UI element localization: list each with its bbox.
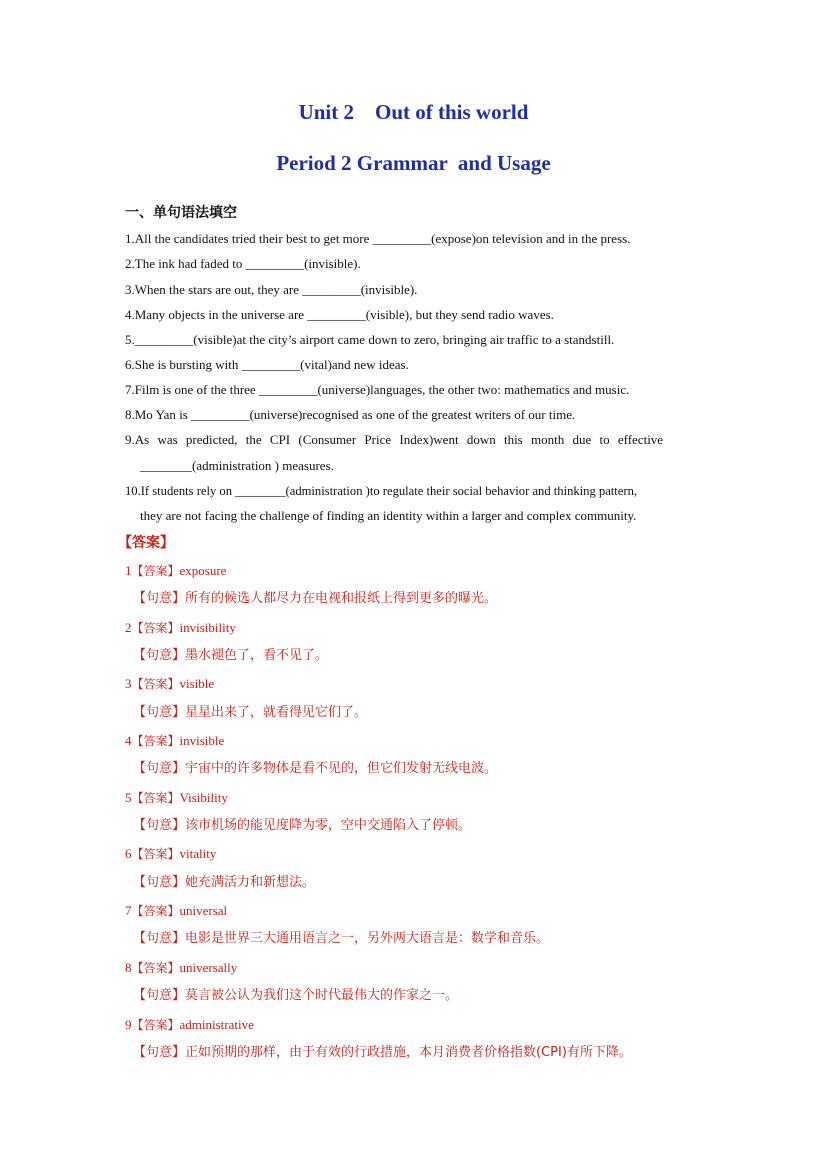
meaning-6 (133, 875, 315, 891)
answer-tag: 【答案】 (131, 564, 180, 578)
meaning-tag: 【句意】 (133, 591, 186, 606)
answer-tag: 【答案】 (131, 961, 180, 975)
meaning-8 (133, 988, 458, 1004)
meaning-tag: 【句意】 (133, 1045, 186, 1060)
meaning-text: 星星出来了，就看得见它们了。 (185, 705, 368, 720)
answer-number: 9 (125, 1017, 132, 1032)
question-9-cont: ________(administration ) measures. (140, 458, 334, 473)
answer-tag: 【答案】 (131, 621, 180, 635)
question-9: 9.As was predicted, the CPI (Consumer Price Index)went down this month due to effective (125, 432, 664, 447)
meaning-2 (133, 648, 328, 664)
question-10: 10.If students rely on ________(administration )to regulate their social behavior and thinking pattern, (125, 484, 638, 498)
meaning-text: 莫言被公认为我们这个时代最伟大的作家之一。 (185, 988, 459, 1003)
meaning-tag: 【句意】 (133, 875, 186, 890)
answer-number: 1 (125, 563, 132, 578)
question-1: 1.All the candidates tried their best to get more _________(expose)on television and in the press. (125, 231, 631, 246)
question-5: 5._________(visible)at the city’s airport came down to zero, bringing air traffic to a standstill. (125, 332, 615, 347)
answer-word: vitality (179, 846, 217, 861)
answer-word: universally (179, 960, 238, 975)
answer-word: Visibility (179, 790, 228, 805)
answer-number: 8 (125, 960, 132, 975)
meaning-tag: 【句意】 (133, 988, 186, 1003)
question-4: 4.Many objects in the universe are _________(visible), but they send radio waves. (125, 307, 554, 322)
answer-5 (125, 790, 228, 806)
meaning-7 (133, 931, 549, 947)
answer-tag: 【答案】 (131, 847, 180, 861)
question-2: 2.The ink had faded to _________(invisible). (125, 256, 361, 271)
answer-tag: 【答案】 (131, 1018, 180, 1032)
meaning-1 (133, 591, 497, 607)
question-7: 7.Film is one of the three _________(universe)languages, the other two: mathematics and music. (125, 382, 630, 397)
meaning-text: 电影是世界三大通用语言之一，另外两大语言是：数学和音乐。 (185, 931, 550, 946)
answer-number: 3 (125, 676, 132, 691)
answers-heading: 【答案】 (118, 535, 174, 551)
answer-1 (125, 563, 226, 579)
section-heading: 一、单句语法填空 (125, 205, 237, 221)
answer-number: 5 (125, 790, 132, 805)
meaning-text: 正如预期的那样，由于有效的行政措施，本月消费者价格指数(CPI)有所下降。 (185, 1045, 632, 1060)
meaning-tag: 【句意】 (133, 761, 186, 776)
answer-word: universal (179, 903, 228, 918)
meaning-text: 墨水褪色了，看不见了。 (185, 648, 329, 663)
meaning-text: 她充满活力和新想法。 (185, 875, 316, 890)
meaning-5 (133, 818, 471, 834)
answer-number: 6 (125, 846, 132, 861)
meaning-text: 宇宙中的许多物体是看不见的，但它们发射无线电波。 (185, 761, 498, 776)
answer-word: invisibility (179, 620, 236, 635)
meaning-9 (133, 1045, 632, 1061)
page-title: Unit 2 Out of this world (298, 100, 529, 124)
meaning-text: 所有的候选人都尽力在电视和报纸上得到更多的曝光。 (185, 591, 498, 606)
answer-4 (125, 733, 224, 749)
meaning-tag: 【句意】 (133, 705, 186, 720)
meaning-tag: 【句意】 (133, 648, 186, 663)
answer-word: exposure (179, 563, 227, 578)
answer-number: 2 (125, 620, 132, 635)
answer-6 (125, 846, 216, 862)
answer-3 (125, 676, 214, 692)
question-3: 3.When the stars are out, they are _________(invisible). (125, 282, 418, 297)
answer-tag: 【答案】 (131, 734, 180, 748)
answer-tag: 【答案】 (131, 904, 180, 918)
answer-number: 4 (125, 733, 132, 748)
meaning-text: 该市机场的能见度降为零，空中交通陷入了停顿。 (185, 818, 472, 833)
question-6: 6.She is bursting with _________(vital)and new ideas. (125, 357, 409, 372)
answer-word: visible (179, 676, 215, 691)
answer-9 (125, 1017, 254, 1033)
answer-tag: 【答案】 (131, 677, 180, 691)
question-10-cont: they are not facing the challenge of finding an identity within a larger and complex community. (140, 508, 637, 523)
answer-tag: 【答案】 (131, 791, 180, 805)
answer-2 (125, 620, 236, 636)
question-8: 8.Mo Yan is _________(universe)recognised as one of the greatest writers of our time. (125, 407, 576, 422)
answer-number: 7 (125, 903, 132, 918)
meaning-3 (133, 705, 367, 721)
answer-7 (125, 903, 227, 919)
answer-word: administrative (179, 1017, 254, 1032)
answer-8 (125, 960, 237, 976)
answer-word: invisible (179, 733, 225, 748)
meaning-4 (133, 761, 497, 777)
meaning-tag: 【句意】 (133, 931, 186, 946)
meaning-tag: 【句意】 (133, 818, 186, 833)
page-subtitle: Period 2 Grammar and Usage (276, 151, 551, 175)
